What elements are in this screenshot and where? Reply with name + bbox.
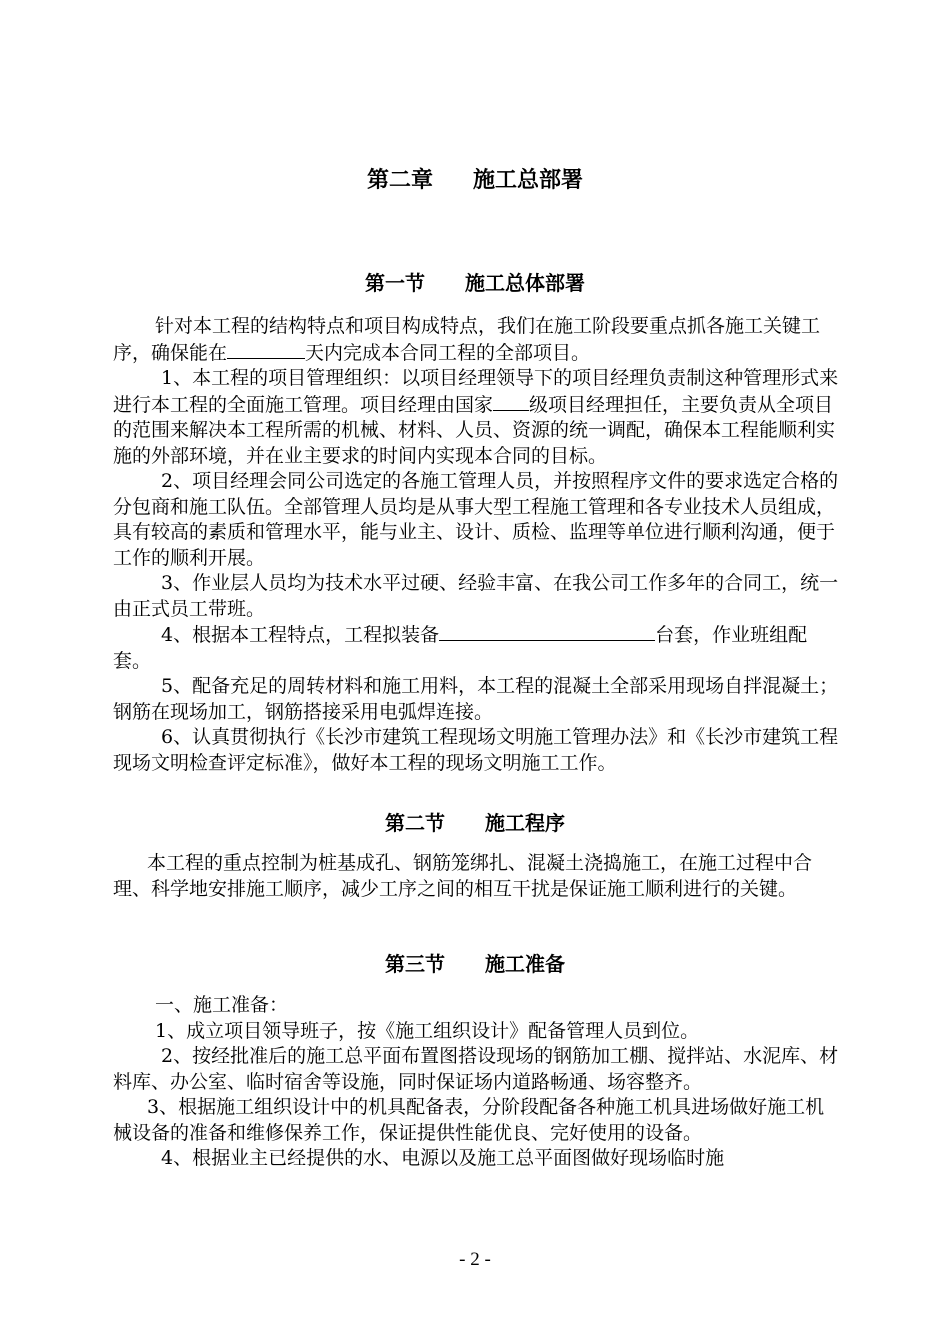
section-title-1 xyxy=(0,267,950,296)
chapter-name: 施工总部署 xyxy=(473,168,584,193)
paragraph: 一、施工准备： xyxy=(155,994,289,1016)
section-title-3 xyxy=(0,948,950,977)
paragraph: 2、项目经理会同公司选定的各施工管理人员，并按照程序文件的要求选定合格的分包商和施工队伍。全部管理人员均是从事大型工程施工管理和各专业技术人员组成，具有较高的素质和管理水平，能与业主、设计、质检、监理等单位进行顺利沟通，便于工作的顺利开展。 xyxy=(113,470,839,569)
section-name: 施工准备 xyxy=(485,952,565,976)
paragraph: 3、作业层人员均为技术水平过硬、经验丰富、在我公司工作多年的合同工，统一由正式员工带班。 xyxy=(113,572,839,620)
paragraph: 2、按经批准后的施工总平面布置图搭设现场的钢筋加工棚、搅拌站、水泥库、材料库、办公室、临时宿舍等设施，同时保证场内道路畅通、场容整齐。 xyxy=(113,1045,839,1093)
paragraph: 3、根据施工组织设计中的机具配备表，分阶段配备各种施工机具进场做好施工机械设备的准备和维修保养工作，保证提供性能优良、完好使用的设备。 xyxy=(113,1096,825,1144)
section-3-body xyxy=(113,993,843,1172)
paragraph: 5、配备充足的周转材料和施工用料，本工程的混凝土全部采用现场自拌混凝土；钢筋在现场加工，钢筋搭接采用电弧焊连接。 xyxy=(113,675,839,723)
blank-field xyxy=(493,392,529,411)
section-2-body xyxy=(113,851,843,902)
paragraph: 1、本工程的项目管理组织：以项目经理领导下的项目经理负责制这种管理形式来进行本工程的全面施工管理。项目经理由国家 级项目经理担任，主要负责从全项目的范围来解决本工程所需的机械、材料、人员、资源的统一调配，确保本工程能顺利实施的外部环境，并在业主要求的时间内实现本合同的目标。 xyxy=(113,367,839,467)
blank-field xyxy=(439,622,655,641)
chapter-number: 第二章 xyxy=(366,168,433,193)
section-number: 第三节 xyxy=(385,952,445,976)
chapter-title xyxy=(0,163,950,194)
section-1-body xyxy=(113,314,843,776)
section-name: 施工程序 xyxy=(485,811,565,835)
section-title-2 xyxy=(0,807,950,836)
paragraph: 6、认真贯彻执行《长沙市建筑工程现场文明施工管理办法》和《长沙市建筑工程现场文明检查评定标准》，做好本工程的现场文明施工工作。 xyxy=(113,726,839,774)
section-name: 施工总体部署 xyxy=(465,271,585,295)
paragraph: 针对本工程的结构特点和项目构成特点，我们在施工阶段要重点抓各施工关键工序，确保能在 天内完成本合同工程的全部项目。 xyxy=(113,315,821,364)
paragraph: 4、根据本工程特点，工程拟装备 台套，作业班组配套。 xyxy=(113,624,808,672)
section-number: 第一节 xyxy=(365,271,425,295)
paragraph: 本工程的重点控制为桩基成孔、钢筋笼绑扎、混凝土浇捣施工，在施工过程中合理、科学地安排施工顺序，减少工序之间的相互干扰是保证施工顺利进行的关键。 xyxy=(113,852,813,900)
paragraph: 4、根据业主已经提供的水、电源以及施工总平面图做好现场临时施 xyxy=(161,1147,725,1169)
section-number: 第二节 xyxy=(385,811,445,835)
page-number: - 2 - xyxy=(459,1249,491,1270)
paragraph: 1、成立项目领导班子，按《施工组织设计》配备管理人员到位。 xyxy=(155,1019,700,1042)
blank-field xyxy=(227,340,305,359)
